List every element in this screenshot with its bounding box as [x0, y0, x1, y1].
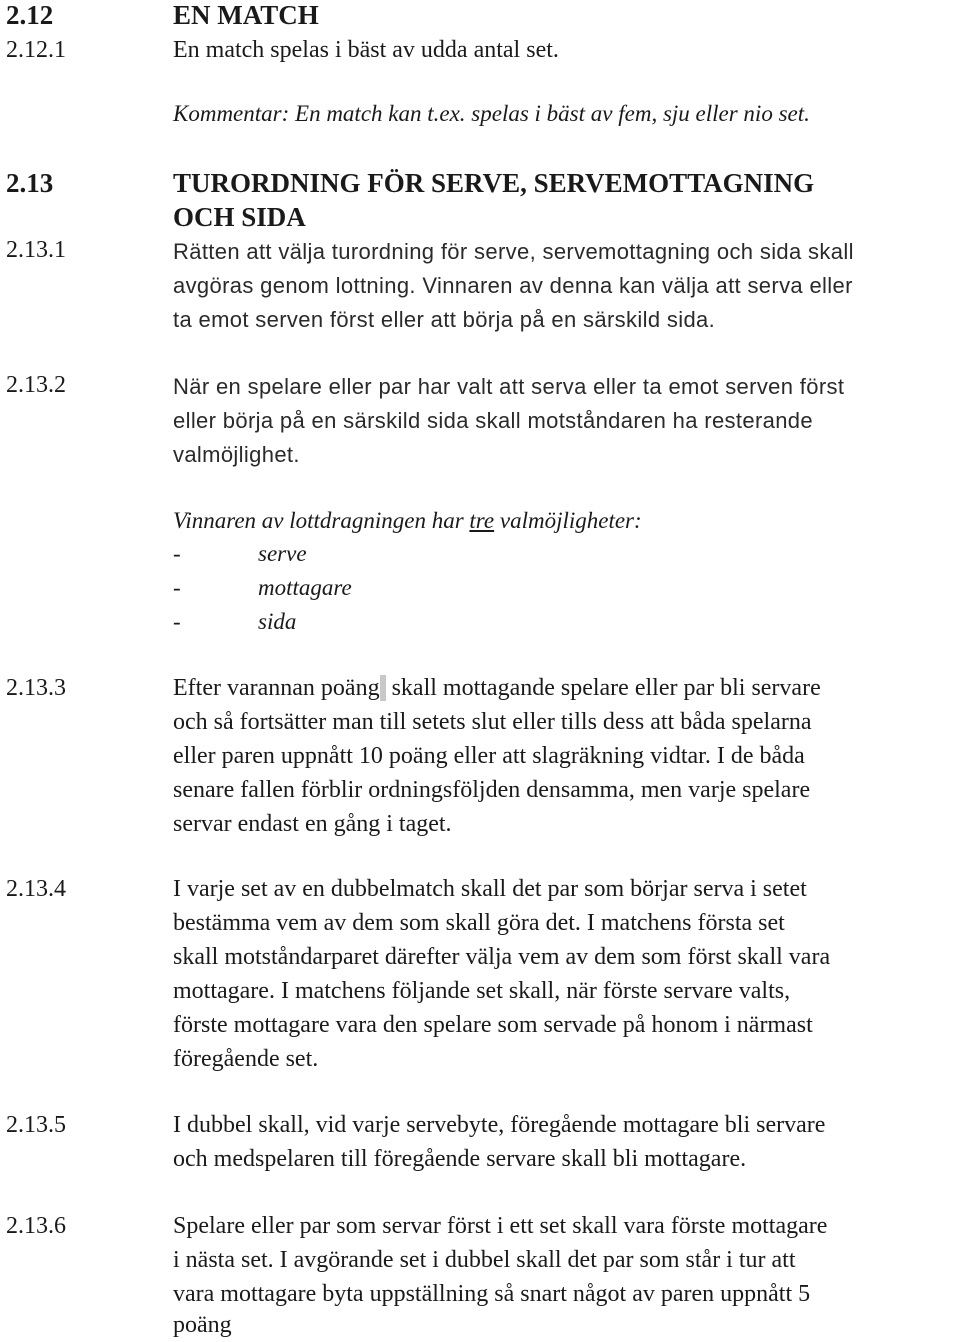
option-item: sida — [258, 609, 297, 634]
rule-text-line: föregående set. — [173, 1046, 319, 1072]
rule-text-line: Rätten att välja turordning för serve, servemottagning och sida skall — [173, 239, 854, 264]
rule-text-part: Efter varannan poäng — [173, 675, 380, 701]
rule-text-line — [173, 675, 821, 702]
rule-text: En match spelas i bäst av udda antal set. — [173, 37, 559, 63]
rule-number: 2.13.3 — [6, 675, 66, 701]
rule-text-line: eller paren uppnått 10 poäng eller att slagräkning vidtar. I de båda — [173, 743, 805, 769]
rule-number: 2.13.2 — [6, 372, 66, 398]
list-dash: - — [173, 575, 181, 600]
rule-text-line: valmöjlighet. — [173, 442, 300, 467]
rule-text-line: i nästa set. I avgörande set i dubbel skall det par som står i tur att — [173, 1247, 796, 1273]
rule-number: 2.13.1 — [6, 237, 66, 263]
rule-text-line: bestämma vem av dem som skall göra det. I matchens första set — [173, 910, 785, 936]
rule-text-line: och medspelaren till föregående servare skall bli mottagare. — [173, 1146, 747, 1172]
section-heading-continued: OCH SIDA — [173, 202, 306, 232]
rule-number: 2.13.5 — [6, 1112, 66, 1138]
section-heading: EN MATCH — [173, 0, 319, 30]
rule-text-line: och så fortsätter man till setets slut eller tills dess att båda spelarna — [173, 709, 812, 735]
rule-text-line: I dubbel skall, vid varje servebyte, föregående mottagare bli servare — [173, 1112, 826, 1138]
rule-text-line: mottagare. I matchens följande set skall, när förste servare valts, — [173, 978, 791, 1004]
section-number: 2.13 — [6, 168, 54, 198]
rule-text-line: poäng — [173, 1312, 232, 1338]
rule-text-line: När en spelare eller par har valt att serva eller ta emot serven först — [173, 374, 845, 399]
rule-text-line: avgöras genom lottning. Vinnaren av denna kan välja att serva eller — [173, 273, 853, 298]
section-heading: TURORDNING FÖR SERVE, SERVEMOTTAGNING — [173, 168, 815, 198]
rule-comment: Kommentar: En match kan t.ex. spelas i bäst av fem, sju eller nio set. — [173, 101, 810, 126]
section-number: 2.12 — [6, 0, 54, 30]
list-dash: - — [173, 609, 181, 634]
rule-text-line: eller börja på en särskild sida skall motståndaren ha resterande — [173, 408, 813, 433]
rule-text-part: skall mottagande spelare eller par bli servare — [385, 675, 821, 701]
options-note-text: valmöjligheter: — [494, 508, 642, 533]
options-note — [173, 508, 642, 534]
rule-text-line: vara mottagare byta uppställning så snart något av paren uppnått 5 — [173, 1281, 811, 1307]
option-item: mottagare — [258, 575, 352, 600]
rule-text-line: senare fallen förblir ordningsföljden densamma, men varje spelare — [173, 777, 811, 803]
list-dash: - — [173, 541, 181, 566]
rule-text-line: servar endast en gång i taget. — [173, 811, 452, 837]
rule-text-line: I varje set av en dubbelmatch skall det par som börjar serva i setet — [173, 876, 807, 902]
option-item: serve — [258, 541, 307, 566]
rule-number: 2.13.6 — [6, 1213, 66, 1239]
rule-text-line: ta emot serven först eller att börja på en särskild sida. — [173, 307, 716, 332]
options-note-text: Vinnaren av lottdragningen har — [173, 508, 470, 533]
rule-number: 2.13.4 — [6, 876, 66, 902]
rule-text-line: skall motståndarparet därefter välja vem av dem som först skall vara — [173, 944, 831, 970]
rule-number: 2.12.1 — [6, 37, 66, 63]
rule-text-line: förste mottagare vara den spelare som servade på honom i närmast — [173, 1012, 813, 1038]
rule-text-line: Spelare eller par som servar först i ett set skall vara förste mottagare — [173, 1213, 828, 1239]
options-note-underlined: tre — [469, 508, 495, 533]
